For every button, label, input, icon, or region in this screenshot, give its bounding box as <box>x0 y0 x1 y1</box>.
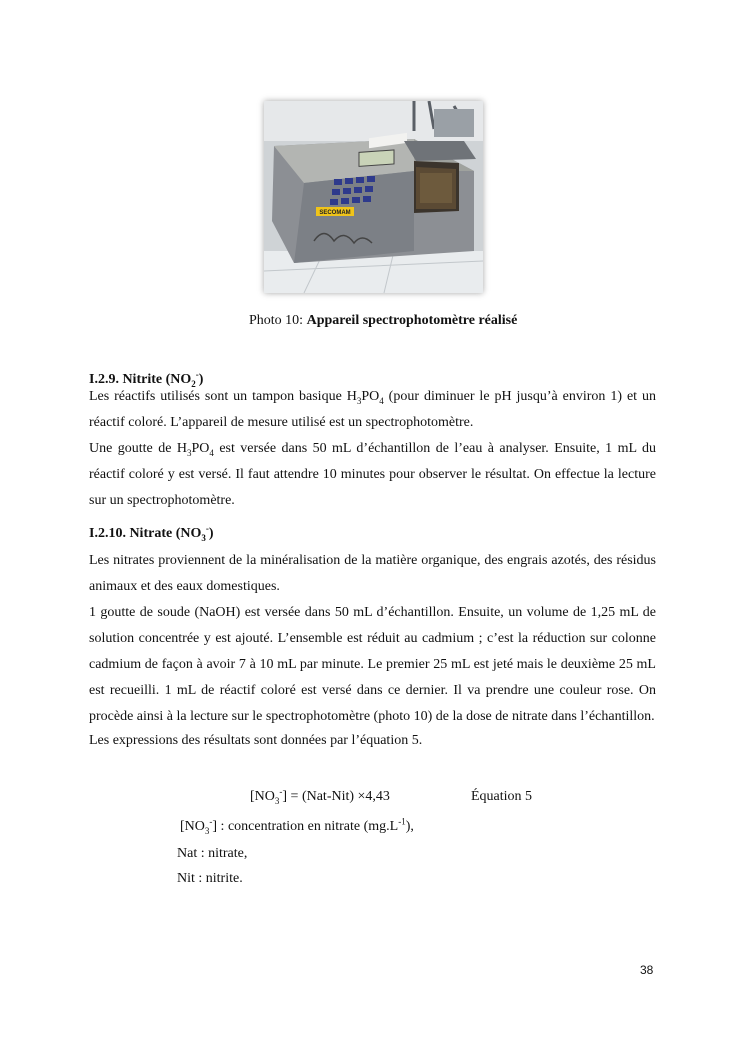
legend-item-nat: Nat : nitrate, <box>177 846 248 861</box>
nitrate-paragraph-3: Les expressions des résultats sont données par l’équation 5. <box>89 733 423 748</box>
photo-caption <box>249 313 517 329</box>
equation-5: $[NO_3^-] = (Nat-Nit) \times 4,43$ <box>250 786 390 806</box>
nitrite-paragraph-2: Une goutte de $H_3PO_4$ est versée dans 50 mL d’échantillon de l’eau à analyser. Ensuite, 1 mL du réactif coloré y est versé. Il faut attendre 10 minutes pour observer le résultat. On effectue la lecture sur un spectrophotomètre. <box>89 441 656 508</box>
section-heading-nitrite: I.2.9. Nitrite $(NO_2^-)$ <box>89 369 204 389</box>
equation-label: Équation 5 <box>471 789 533 804</box>
section-nitrite <box>89 369 656 514</box>
spectrophotometer-photo <box>264 101 483 293</box>
section-heading-nitrate: I.2.10. Nitrate $(NO_3^-)$ <box>89 523 214 543</box>
legend-item-nit: Nit : nitrite. <box>177 871 243 886</box>
nitrate-paragraph-1: Les nitrates proviennent de la minéralisation de la matière organique, des engrais azotés, des résidus animaux et des eaux domestiques. <box>89 553 656 594</box>
page-number: 38 <box>640 963 654 977</box>
legend-item-no3: $[NO_3^-]$ : concentration en nitrate $(mg.L^{-1})$, <box>180 816 414 836</box>
caption-title: Appareil spectrophotomètre réalisé <box>306 313 518 328</box>
nitrite-paragraph-1: Les réactifs utilisés sont un tampon basique $H_3PO_4$ (pour diminuer le pH jusqu’à environ 1) et un réactif coloré. L’appareil de mesure utilisé est un spectrophotomètre. <box>89 389 656 430</box>
nitrate-paragraph-2: 1 goutte de soude (NaOH) est versée dans 50 mL d’échantillon. Ensuite, un volume de 1,25 mL de solution concentrée y est ajouté. L’ensemble est réduit au cadmium ; c’est la réduction sur colonne cadmium de façon à avoir 7 à 10 mL par minute. Le premier 25 mL est jeté mais le deuxième 25 mL est recueilli. 1 mL de réactif coloré est versé dans ce dernier. Il va prendre une couleur rose. On procède ainsi à la lecture sur le spectrophotomètre (photo 10) de la dose de nitrate dans l’échantillon. <box>89 605 656 724</box>
spectrophotometer-image <box>264 101 483 293</box>
caption-prefix: Photo 10: <box>249 313 307 328</box>
section-nitrate <box>89 523 656 752</box>
brand-label: SECOMAM <box>319 210 351 216</box>
